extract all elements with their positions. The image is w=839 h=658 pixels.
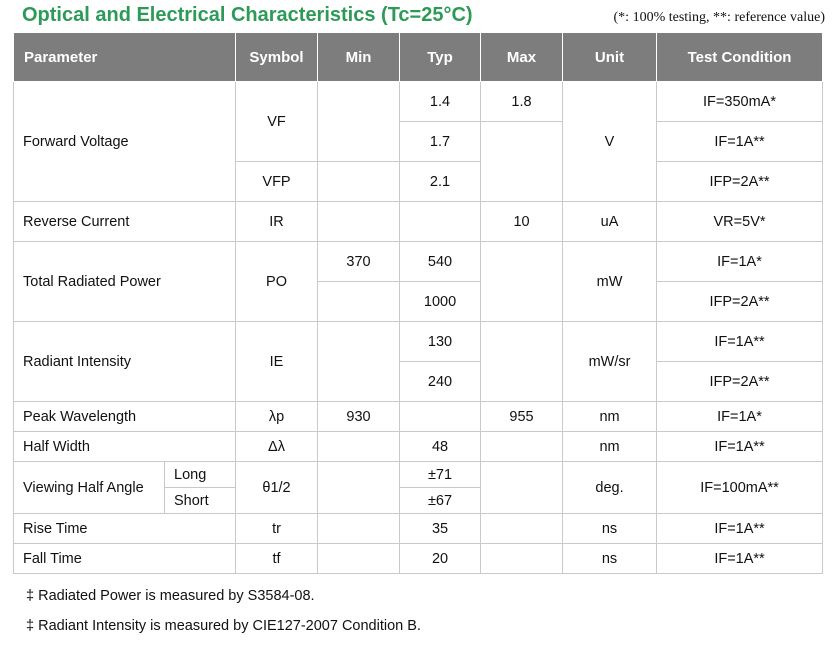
table-row [14, 242, 823, 282]
unit-cell: ns [563, 544, 657, 574]
param-rise-time: Rise Time [14, 514, 236, 544]
unit-cell: V [563, 82, 657, 202]
symbol-cell: VFP [236, 162, 318, 202]
min-cell [318, 544, 400, 574]
max-cell [481, 322, 563, 402]
param-fall-time: Fall Time [14, 544, 236, 574]
table-row [14, 322, 823, 362]
param-total-radiated-power: Total Radiated Power [14, 242, 236, 322]
unit-cell: nm [563, 432, 657, 462]
condition-cell: VR=5V* [657, 202, 823, 242]
min-cell [318, 322, 400, 402]
min-cell [318, 202, 400, 242]
header-min: Min [318, 33, 400, 82]
symbol-cell: tr [236, 514, 318, 544]
header-test-condition: Test Condition [657, 33, 823, 82]
typ-cell: 1.4 [400, 82, 481, 122]
symbol-cell: PO [236, 242, 318, 322]
condition-cell: IFP=2A** [657, 282, 823, 322]
max-cell: 955 [481, 402, 563, 432]
typ-cell: ±67 [400, 488, 481, 514]
typ-cell [400, 202, 481, 242]
param-radiant-intensity: Radiant Intensity [14, 322, 236, 402]
min-cell [318, 462, 400, 514]
footnote-radiated-power: ‡ Radiated Power is measured by S3584-08. [26, 588, 315, 604]
characteristics-table [13, 33, 823, 574]
param-forward-voltage: Forward Voltage [14, 82, 236, 202]
unit-cell: nm [563, 402, 657, 432]
header-symbol: Symbol [236, 33, 318, 82]
typ-cell: 540 [400, 242, 481, 282]
min-cell [318, 514, 400, 544]
table-header-row [14, 33, 823, 82]
condition-cell: IF=1A** [657, 122, 823, 162]
symbol-cell: VF [236, 82, 318, 162]
max-cell [481, 462, 563, 514]
unit-cell: deg. [563, 462, 657, 514]
condition-cell: IF=1A** [657, 544, 823, 574]
sub-param-long: Long [165, 462, 236, 488]
typ-cell: 1.7 [400, 122, 481, 162]
symbol-cell: λp [236, 402, 318, 432]
param-reverse-current: Reverse Current [14, 202, 236, 242]
symbol-cell: IE [236, 322, 318, 402]
sub-param-short: Short [165, 488, 236, 514]
legend-note: (*: 100% testing, **: reference value) [613, 10, 825, 25]
condition-cell: IFP=2A** [657, 362, 823, 402]
min-cell [318, 82, 400, 162]
header-parameter: Parameter [14, 33, 236, 82]
header-max: Max [481, 33, 563, 82]
symbol-cell: θ1/2 [236, 462, 318, 514]
condition-cell: IF=1A** [657, 322, 823, 362]
param-half-width: Half Width [14, 432, 236, 462]
max-cell [481, 432, 563, 462]
min-cell: 370 [318, 242, 400, 282]
min-cell: 930 [318, 402, 400, 432]
unit-cell: mW [563, 242, 657, 322]
unit-cell: ns [563, 514, 657, 544]
min-cell [318, 282, 400, 322]
header-unit: Unit [563, 33, 657, 82]
condition-cell: IF=1A** [657, 432, 823, 462]
typ-cell: 2.1 [400, 162, 481, 202]
table-row [14, 402, 823, 432]
typ-cell: ±71 [400, 462, 481, 488]
table-row [14, 82, 823, 122]
typ-cell: 130 [400, 322, 481, 362]
symbol-cell: tf [236, 544, 318, 574]
header-typ: Typ [400, 33, 481, 82]
min-cell [318, 432, 400, 462]
condition-cell: IFP=2A** [657, 162, 823, 202]
param-viewing-half-angle: Viewing Half Angle [14, 462, 165, 514]
symbol-cell: Δλ [236, 432, 318, 462]
max-cell [481, 242, 563, 322]
condition-cell: IF=350mA* [657, 82, 823, 122]
max-cell: 1.8 [481, 82, 563, 122]
condition-cell: IF=1A** [657, 514, 823, 544]
table-row [14, 514, 823, 544]
typ-cell: 35 [400, 514, 481, 544]
footnote-radiant-intensity: ‡ Radiant Intensity is measured by CIE127-2007 Condition B. [26, 618, 421, 634]
table-row [14, 432, 823, 462]
symbol-cell: IR [236, 202, 318, 242]
condition-cell: IF=1A* [657, 242, 823, 282]
table-row [14, 462, 823, 488]
max-cell [481, 122, 563, 202]
typ-cell [400, 402, 481, 432]
param-peak-wavelength: Peak Wavelength [14, 402, 236, 432]
table-row [14, 202, 823, 242]
section-title: Optical and Electrical Characteristics (Tc=25°C) [22, 4, 473, 26]
condition-cell: IF=1A* [657, 402, 823, 432]
typ-cell: 1000 [400, 282, 481, 322]
max-cell [481, 544, 563, 574]
unit-cell: mW/sr [563, 322, 657, 402]
max-cell [481, 514, 563, 544]
typ-cell: 20 [400, 544, 481, 574]
min-cell [318, 162, 400, 202]
table-row [14, 544, 823, 574]
max-cell: 10 [481, 202, 563, 242]
unit-cell: uA [563, 202, 657, 242]
typ-cell: 48 [400, 432, 481, 462]
typ-cell: 240 [400, 362, 481, 402]
condition-cell: IF=100mA** [657, 462, 823, 514]
